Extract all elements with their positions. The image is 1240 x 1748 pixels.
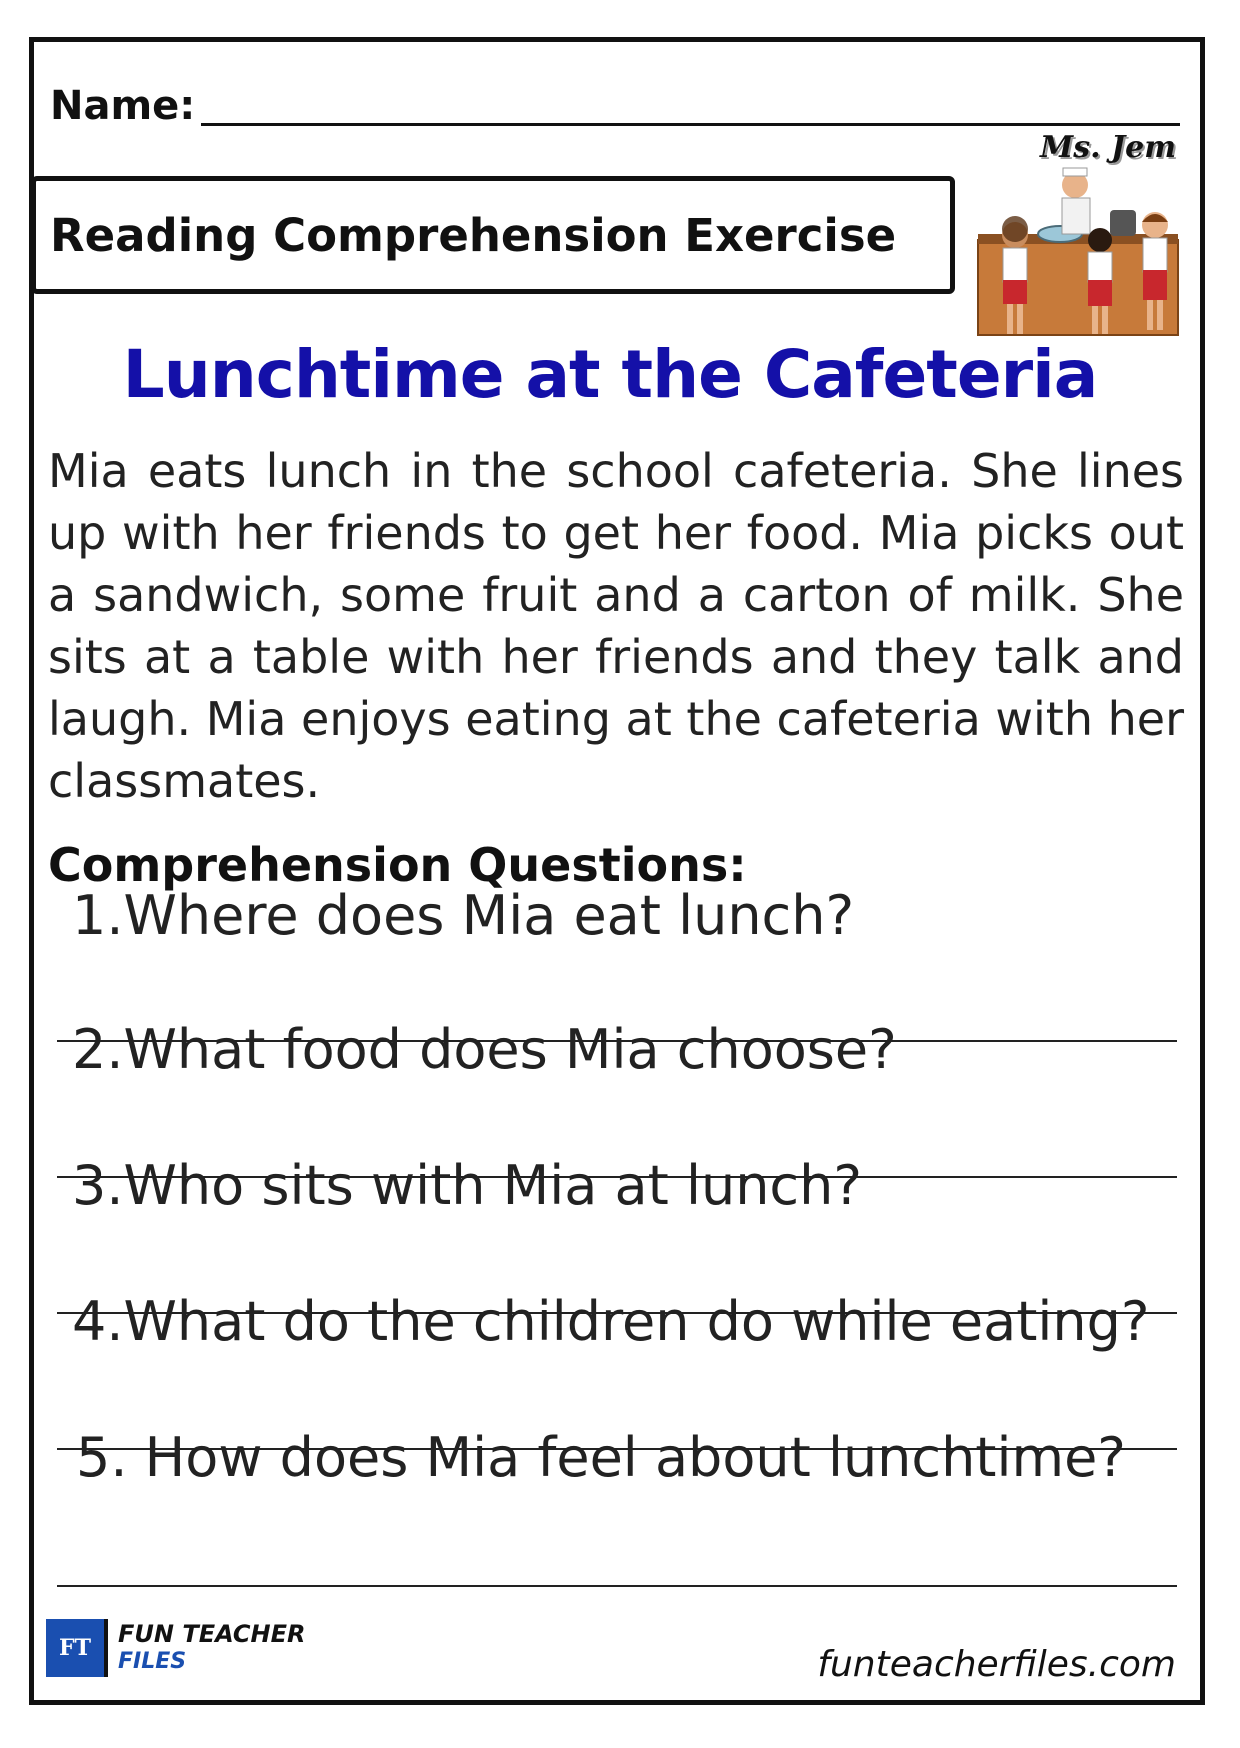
website-url[interactable]: funteacherfiles.com	[817, 1644, 1176, 1685]
story-title: Lunchtime at the Cafeteria	[122, 336, 1098, 413]
brand-signature: Ms. Jem	[1040, 130, 1177, 165]
logo-line-1: FUN TEACHER	[118, 1620, 306, 1648]
logo-mark: FT	[46, 1619, 108, 1677]
cafeteria-illustration	[970, 130, 1200, 360]
question-3: 3.Who sits with Mia at lunch?	[72, 1154, 862, 1217]
exercise-title: Reading Comprehension Exercise	[50, 208, 897, 262]
name-field-row	[50, 76, 1180, 129]
fun-teacher-files-logo	[46, 1619, 306, 1677]
question-2: 2.What food does Mia choose?	[72, 1018, 897, 1081]
exercise-title-box	[31, 176, 955, 294]
question-5: 5. How does Mia feel about lunchtime?	[76, 1426, 1126, 1489]
answer-line-5[interactable]	[57, 1585, 1177, 1587]
logo-line-2: FILES	[118, 1649, 187, 1674]
name-answer-line[interactable]	[201, 83, 1180, 126]
logo-text	[118, 1620, 306, 1676]
story-passage: Mia eats lunch in the school cafeteria. She lines up with her friends to get her food. Mia picks out a sandwich, some fruit and a carton of milk. She sits at a table with her friends and they talk and laugh. Mia enjoys eating at the cafeteria with her classmates.	[48, 444, 1184, 808]
question-1: 1.Where does Mia eat lunch?	[72, 884, 855, 947]
name-label: Name:	[50, 83, 196, 129]
questions-heading: Comprehension Questions:	[48, 838, 747, 892]
question-4: 4.What do the children do while eating?	[72, 1290, 1150, 1353]
